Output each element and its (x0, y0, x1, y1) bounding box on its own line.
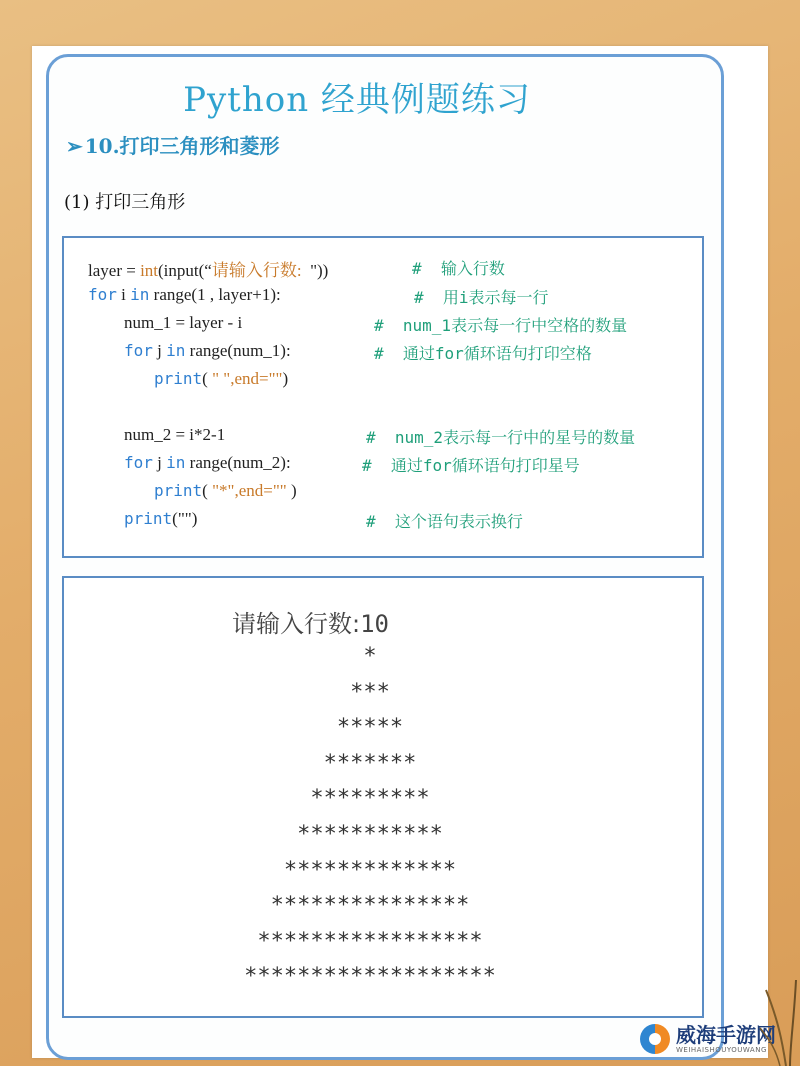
code-line-9: print("") (124, 509, 198, 528)
code-line-3: num_1 = layer - i (124, 313, 243, 332)
code-line-8: print( "*",end="" ) (154, 481, 297, 500)
watermark-logo-icon (640, 1024, 670, 1054)
code-comment-3: # num_1表示每一行中空格的数量 (374, 316, 628, 335)
star-row: ***************** (257, 928, 483, 954)
prompt-value: 10 (360, 610, 389, 638)
code-line-7: for j in range(num_2): (124, 453, 291, 472)
star-row: *** (350, 679, 390, 705)
code-comment-4: # 通过for循环语句打印空格 (374, 344, 592, 363)
star-row: ******************* (244, 964, 496, 990)
section-heading: (1) 打印三角形 (64, 192, 186, 213)
page-title: Python 经典例题练习 (183, 80, 531, 120)
star-row: *********** (297, 822, 443, 847)
watermark-en: WEIHAISHOUYOUWANG (676, 1046, 767, 1054)
code-comment-1: # 输入行数 (412, 259, 505, 278)
code-line-2: for i in range(1 , layer+1): (88, 285, 281, 304)
subtitle-text: 10.打印三角形和菱形 (84, 134, 280, 158)
code-line-5: print( " ",end="") (154, 369, 289, 388)
code-comment-7: # 通过for循环语句打印星号 (362, 456, 580, 475)
code-line-1: layer = int(input(“请输入行数: ")) (88, 261, 329, 280)
code-comment-6: # num_2表示每一行中的星号的数量 (366, 428, 636, 447)
star-row: ********* (310, 786, 430, 812)
code-comment-9: # 这个语句表示换行 (366, 512, 523, 531)
star-row: *************** (270, 893, 470, 919)
plant-decoration-icon (756, 950, 800, 1066)
subtitle (66, 130, 280, 159)
prompt-label: 请输入行数: (232, 610, 361, 638)
output-prompt (232, 604, 389, 639)
star-row: ************* (283, 857, 457, 883)
star-row: ***** (336, 715, 404, 741)
arrow-icon: ➢ (66, 134, 83, 158)
watermark-cn: 威海手游网 (676, 1023, 776, 1047)
code-line-4: for j in range(num_1): (124, 341, 291, 360)
star-row: * (363, 644, 377, 669)
star-row: ******* (323, 750, 417, 776)
code-line-6: num_2 = i*2-1 (124, 425, 226, 444)
code-comment-2: # 用i表示每一行 (414, 288, 549, 307)
